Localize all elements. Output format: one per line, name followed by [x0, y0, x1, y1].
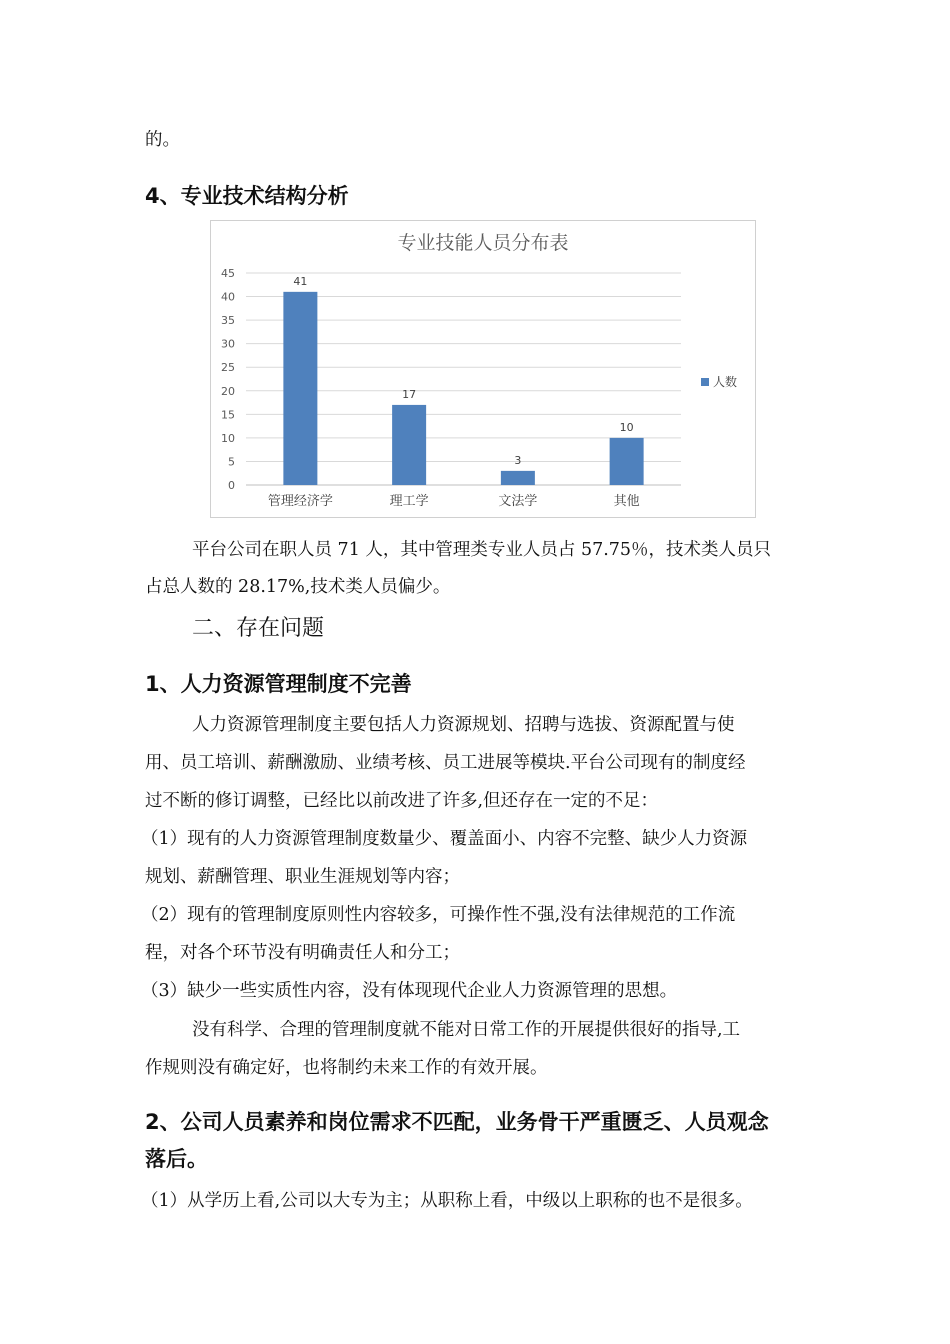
- legend-swatch: [701, 378, 709, 386]
- issue-1-paragraph-line-3: 过不断的修订调整，已经比以前改进了许多,但还存在一定的不足：: [145, 791, 659, 811]
- issue-1-item-1-line-1: （1）现有的人力资源管理制度数量少、覆盖面小、内容不完整、缺少人力资源: [141, 829, 748, 849]
- x-tick-label: 其他: [613, 494, 640, 509]
- text-fragment: 的。: [145, 130, 180, 150]
- issue-1-item-2-line-2: 程，对各个环节没有明确责任人和分工；: [145, 943, 460, 963]
- y-tick-label: 15: [221, 408, 235, 422]
- bar-1: [283, 292, 317, 485]
- chapter-heading: 二、存在问题: [192, 616, 325, 641]
- y-tick-label: 45: [221, 267, 235, 280]
- bar-2: [392, 405, 426, 485]
- x-tick-label: 理工学: [389, 494, 429, 509]
- summary-paragraph-line-1: 平台公司在职人员 71 人，其中管理类专业人员占 57.75％，技术类人员只: [192, 540, 772, 560]
- legend-label: 人数: [713, 375, 738, 389]
- summary-paragraph-line-2: 占总人数的 28.17%,技术类人员偏少。: [145, 577, 451, 597]
- issue-2-heading-line-1: 2、公司人员素养和岗位需求不匹配，业务骨干严重匮乏、人员观念: [145, 1110, 769, 1134]
- data-label: 3: [514, 453, 522, 467]
- issue-2-heading-line-2: 落后。: [145, 1147, 208, 1171]
- chart-canvas: [211, 221, 755, 517]
- bar-3: [501, 471, 535, 485]
- y-tick-label: 5: [228, 455, 235, 469]
- data-label: 10: [619, 420, 634, 434]
- issue-2-item-1: （1）从学历上看,公司以大专为主；从职称上看，中级以上职称的也不是很多。: [141, 1191, 753, 1211]
- y-tick-label: 40: [221, 290, 235, 304]
- section-heading: 4、专业技术结构分析: [145, 184, 349, 208]
- x-tick-label: 管理经济学: [267, 494, 333, 509]
- y-tick-label: 25: [221, 361, 235, 375]
- issue-1-heading: 1、人力资源管理制度不完善: [145, 672, 412, 696]
- issue-1-conclusion-line-1: 没有科学、合理的管理制度就不能对日常工作的开展提供很好的指导,工: [192, 1020, 741, 1040]
- issue-1-item-1-line-2: 规划、薪酬管理、职业生涯规划等内容；: [145, 867, 460, 887]
- y-tick-label: 20: [221, 384, 235, 398]
- issue-1-item-2-line-1: （2）现有的管理制度原则性内容较多，可操作性不强,没有法律规范的工作流: [141, 905, 736, 925]
- bar-4: [610, 438, 644, 485]
- issue-1-conclusion-line-2: 作规则没有确定好，也将制约未来工作的有效开展。: [145, 1058, 548, 1078]
- x-tick-label: 文法学: [498, 494, 538, 509]
- y-tick-label: 35: [221, 314, 235, 328]
- issue-1-paragraph-line-2: 用、员工培训、薪酬激励、业绩考核、员工进展等模块.平台公司现有的制度经: [145, 753, 746, 773]
- chart-title: 专业技能人员分布表: [397, 232, 569, 254]
- data-label: 41: [293, 274, 308, 288]
- y-tick-label: 0: [228, 479, 235, 492]
- bar-chart: [210, 220, 756, 518]
- issue-1-paragraph-line-1: 人力资源管理制度主要包括人力资源规划、招聘与选拔、资源配置与使: [192, 715, 735, 735]
- issue-1-item-3: （3）缺少一些实质性内容，没有体现现代企业人力资源管理的思想。: [141, 981, 678, 1001]
- data-label: 17: [402, 387, 417, 401]
- y-tick-label: 30: [221, 337, 235, 351]
- y-tick-label: 10: [221, 431, 235, 445]
